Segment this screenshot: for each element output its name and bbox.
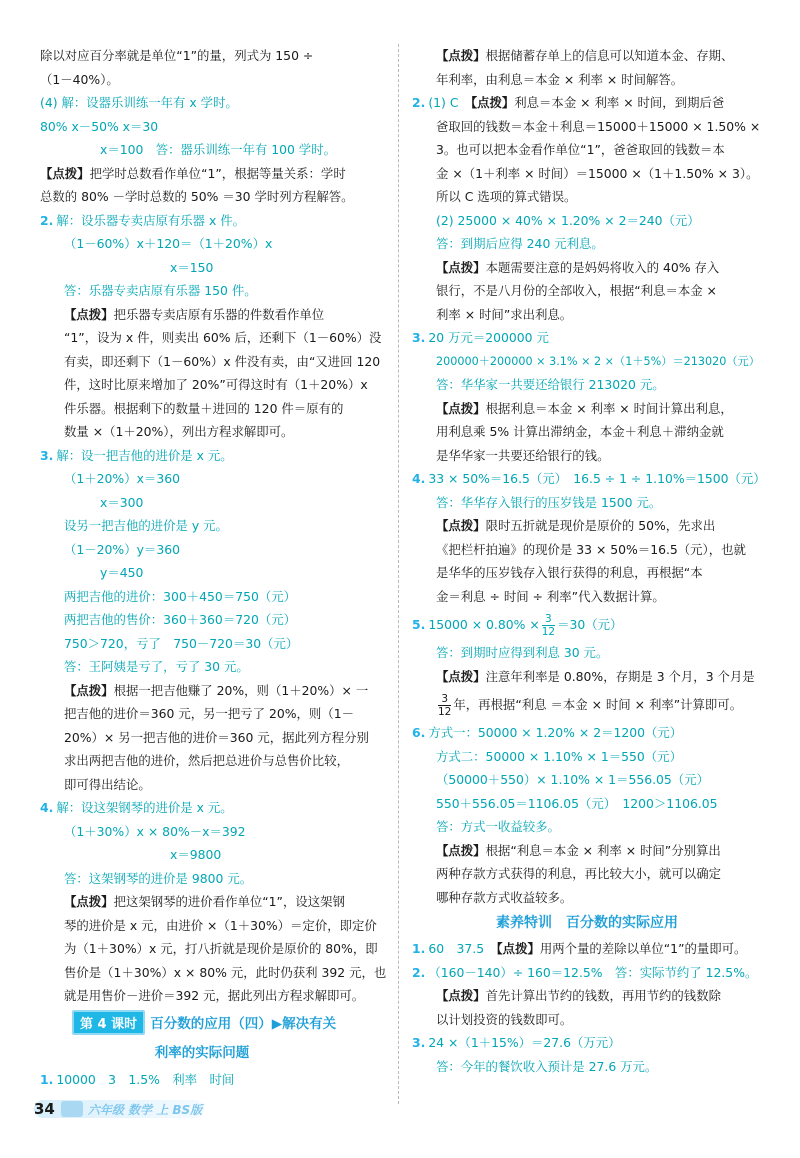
page-footer: [34, 1096, 202, 1122]
book-title: 六年级 数学 上 BS版: [87, 1102, 203, 1117]
special-1: 1. 60 37.5 【点拨】用两个量的差除以单位“1”的量即可。: [412, 941, 747, 956]
text-line: （1－40%）。: [40, 71, 119, 87]
tip-line: 年利率，由利息＝本金 × 利率 × 时间解答。: [436, 71, 684, 87]
answer-line: 答：华华家一共要还给银行 213020 元。: [436, 377, 665, 392]
tip-line: 即可得出结论。: [64, 776, 151, 792]
tip-tag: 【点拨】: [436, 668, 486, 684]
tip-line: 【点拨】根据一把吉他赚了 20%，则（1＋20%）× 一: [64, 682, 369, 698]
tip-tag: 【点拨】: [436, 842, 486, 858]
tip-line: 爸取回的钱数＝本金＋利息＝15000＋15000 × 1.50% ×: [436, 118, 761, 134]
question-4: 4. 解：设这架钢琴的进价是 x 元。: [40, 800, 233, 815]
tip-line: 把吉他的进价＝360 元，另一把亏了 20%，则（1－: [64, 706, 354, 721]
tip-line: 【点拨】注意年利率是 0.80%，存期是 3 个月，3 个月是: [436, 668, 755, 684]
question-3: 3. 20 万元＝200000 元: [412, 330, 549, 345]
tip-line: 利率 × 时间”求出利息。: [436, 306, 573, 322]
answer-line: 答：这架钢琴的进价是 9800 元。: [64, 870, 253, 886]
tip-tag: 【点拨】: [64, 306, 114, 322]
question-3: 3. 解：设一把吉他的进价是 x 元。: [40, 447, 233, 463]
answer-line: (4) 解：设器乐训练一年有 x 学时。: [40, 95, 238, 110]
tip-line: 为（1＋30%）x 元，打八折就是现价是原价的 80%，即: [64, 941, 378, 956]
answer-line: 答：今年的餐饮收入预计是 27.6 万元。: [436, 1058, 658, 1074]
text-line: 除以对应百分率就是单位“1”的量，列式为 150 ÷: [40, 48, 314, 63]
question-6: 6. 方式一：50000 × 1.20% × 2＝1200（元）: [412, 725, 683, 740]
tip-line: 【点拨】本题需要注意的是妈妈将收入的 40% 存入: [436, 259, 720, 275]
lesson-badge: 第 4 课时: [72, 1010, 145, 1035]
tip-line: 【点拨】根据储蓄存单上的信息可以知道本金、存期、: [436, 48, 734, 63]
tip-line: 【点拨】把这架钢琴的进价看作单位“1”，设这架钢: [64, 894, 345, 909]
answer-line: 设另一把吉他的进价是 y 元。: [64, 518, 228, 533]
tip-line: 两种存款方式获得的利息，再比较大小，就可以确定: [436, 866, 721, 881]
lesson-subtitle: 利率的实际问题: [154, 1045, 250, 1061]
answer-line: 200000＋200000 × 3.1% × 2 ×（1＋5%）＝213020（元）: [436, 354, 760, 368]
answer-line: 答：乐器专卖店原有乐器 150 件。: [64, 283, 257, 298]
answer-line: 答：华华存入银行的压岁钱是 1500 元。: [436, 494, 662, 510]
answer-line: 550＋556.05＝1106.05（元） 1200＞1106.05: [436, 795, 718, 811]
book-logo-icon: [61, 1101, 83, 1117]
answer-line: （1＋30%）x × 80%－x＝392: [64, 823, 246, 839]
tip-line: 金 ×（1＋利率 × 时间）＝15000 ×（1＋1.50% × 3）。: [436, 165, 759, 181]
tip-line: 【点拨】把乐器专卖店原有乐器的件数看作单位: [64, 306, 325, 322]
tip-line: 【点拨】根据“利息＝本金 × 利率 × 时间”分别算出: [436, 842, 721, 858]
question-4: 4. 33 × 50%＝16.5（元） 16.5 ÷ 1 ÷ 1.10%＝1500（元）: [412, 471, 766, 486]
answer-line: 答：到期后应得 240 元利息。: [436, 236, 604, 251]
answer-line: （1－20%）y＝360: [64, 541, 180, 557]
tip-line: 20%）× 另一把吉他的进价＝360 元，据此列方程分别: [64, 729, 369, 745]
lesson-q1: 1. 10000 3 1.5% 利率 时间: [40, 1072, 235, 1087]
tip-tag: 【点拨】: [64, 894, 114, 909]
answer-line: 80% x－50% x＝30: [40, 118, 159, 134]
special-2: 2. （160－140）÷ 160＝12.5% 答：实际节约了 12.5%。: [412, 964, 758, 980]
tip-line: 《把栏杆拍遍》的现价是 33 × 50%＝16.5（元），也就: [436, 541, 746, 557]
tip-tag: 【点拨】: [436, 259, 486, 275]
answer-line: x＝300: [100, 494, 144, 510]
special-3: 3. 24 ×（1＋15%）＝27.6（万元）: [412, 1035, 621, 1050]
page-number: 34: [34, 1100, 55, 1118]
tip-line: $\frac{3}{12}$ 年，再根据“利息 ＝本金 × 时间 × 利率”计算即可。: [438, 693, 743, 718]
right-column: [412, 44, 766, 1078]
tip-line: 【点拨】根据利息＝本金 × 利率 × 时间计算出利息，: [436, 400, 733, 416]
left-column: [40, 44, 390, 1008]
tip-tag: 【点拨】: [436, 518, 486, 533]
tip-line: 就是用售价－进价＝392 元，据此列出方程求解即可。: [64, 988, 365, 1003]
tip-line: 总数的 80% －学时总数的 50% ＝30 学时列方程解答。: [40, 189, 354, 204]
tip-line: 求出两把吉他的进价，然后把总进价与总售价比较，: [64, 753, 349, 768]
tip-line: 件，这时比原来增加了 20%”可得这时有（1＋20%）x: [64, 377, 368, 392]
section-title: 素养特训 百分数的实际应用: [496, 915, 678, 931]
answer-line: x＝100 答：器乐训练一年有 100 学时。: [100, 142, 336, 157]
tip-tag: 【点拨】: [64, 682, 114, 698]
tip-line: “1”，设为 x 件，则卖出 60% 后，还剩下（1－60%）没: [64, 330, 382, 345]
answer-line: 答：方式一收益较多。: [436, 819, 560, 834]
tip-line: 哪种存款方式收益较多。: [436, 889, 573, 905]
answer-line: 两把吉他的进价：300＋450＝750（元）: [64, 588, 297, 604]
question-2: 2. 解：设乐器专卖店原有乐器 x 件。: [40, 212, 246, 228]
answer-line: （1＋20%）x＝360: [64, 471, 180, 486]
answer-line: 方式二：50000 × 1.10% × 1＝550（元）: [436, 748, 682, 764]
tip-line: 3。也可以把本金看作单位“1”，爸爸取回的钱数＝本: [436, 142, 725, 157]
tip-line: 【点拨】限时五折就是现价是原价的 50%，先求出: [436, 518, 716, 533]
tip-line: 琴的进价是 x 元，由进价 ×（1＋30%）＝定价，即定价: [64, 917, 377, 933]
tip-line: 【点拨】首先计算出节约的钱数，再用节约的钱数除: [436, 988, 721, 1003]
answer-line: (2) 25000 × 40% × 1.20% × 2＝240（元）: [436, 212, 700, 228]
tip-line: 银行，不是八月份的全部收入，根据“利息＝本金 ×: [436, 283, 717, 298]
tip-line: 以计划投资的钱数即可。: [436, 1011, 573, 1027]
tip-line: 有卖，即还剩下（1－60%）x 件没有卖，由“又进回 120: [64, 353, 381, 369]
tip-line: 用利息乘 5% 计算出滞纳金，本金＋利息＋滞纳金就: [436, 424, 724, 439]
tip-line: 是华华的压岁钱存入银行获得的利息，再根据“本: [436, 565, 703, 580]
fraction: $\frac{3}{12}$: [541, 613, 556, 638]
answer-line: x＝150: [170, 259, 214, 275]
lesson-header: [72, 1010, 372, 1061]
tip-line: 所以 C 选项的算式错误。: [436, 189, 577, 204]
lesson-title: 百分数的应用（四）▶解决有关: [150, 1016, 337, 1032]
tip-tag: 【点拨】: [436, 988, 486, 1003]
tip-tag: 【点拨】: [436, 48, 486, 63]
answer-line: 答：王阿姨是亏了，亏了 30 元。: [64, 659, 249, 674]
tip-tag: 【点拨】: [40, 165, 90, 181]
tip-line: 是华华家一共要还给银行的钱。: [436, 447, 610, 463]
fraction: $\frac{3}{12}$: [438, 693, 452, 718]
answer-line: x＝9800: [170, 847, 222, 862]
answer-line: 两把吉他的售价：360＋360＝720（元）: [64, 612, 297, 627]
tip-line: 数量 ×（1＋20%），列出方程求解即可。: [64, 424, 294, 439]
answer-line: 750＞720，亏了 750－720＝30（元）: [64, 635, 299, 651]
question-2: 2. (1) C 【点拨】利息＝本金 × 利率 × 时间，到期后爸: [412, 95, 725, 110]
tip-line: 售价是（1＋30%）x × 80% 元，此时仍获利 392 元，也: [64, 964, 387, 980]
answer-line: （50000＋550）× 1.10% × 1＝556.05（元）: [436, 772, 709, 787]
tip-tag: 【点拨】: [436, 400, 486, 416]
tip-line: 件乐器。根据剩下的数量＋进回的 120 件＝原有的: [64, 400, 344, 416]
answer-line: （1－60%）x＋120＝（1＋20%）x: [64, 236, 273, 251]
column-divider: [398, 44, 399, 1104]
answer-line: 答：到期时应得到利息 30 元。: [436, 645, 609, 660]
tip-line: 金＝利息 ÷ 时间 ÷ 利率”代入数据计算。: [436, 588, 665, 604]
question-5: 5. 15000 × 0.80% × $\frac{3}{12}$ ＝30（元）: [412, 613, 623, 638]
tip-line: 【点拨】把学时总数看作单位“1”，根据等量关系：学时: [40, 165, 346, 181]
answer-line: y＝450: [100, 565, 144, 580]
